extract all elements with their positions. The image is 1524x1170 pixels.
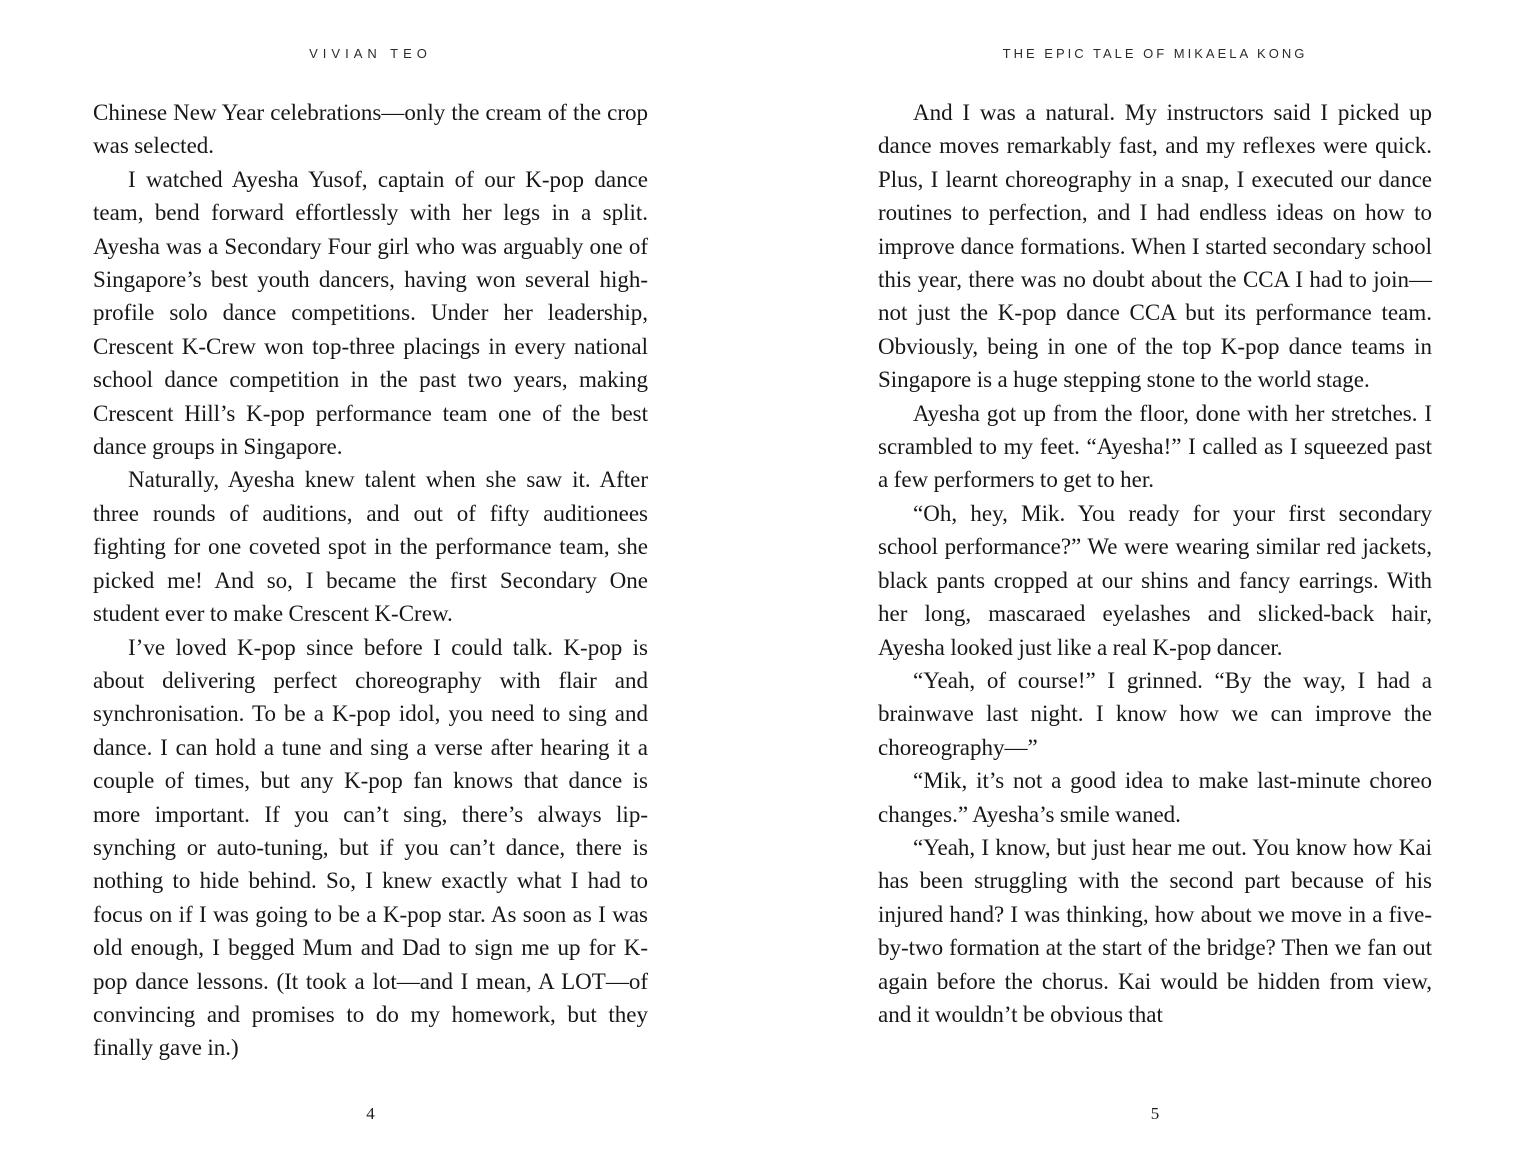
paragraph: “Yeah, I know, but just hear me out. You know how Kai has been struggling with the second part because of his injured hand? I was thinking, how about we move in a five-by-two formation at the start of the bridge? Then we fan out again before the chorus. Kai would be hidden from view, and it wouldn’t be obvious that (878, 834, 1432, 1027)
page-number-right: 5 (1150, 1104, 1160, 1123)
paragraph: I watched Ayesha Yusof, captain of our K-pop dance team, bend forward effortlessly with her legs in a split. Ayesha was a Secondary Four girl who was arguably one of Singapore’s best youth dancers, having won several high-profile solo dance competitions. Under her leadership, Crescent K-Crew won top-three placings in every national school dance competition in the past two years, making Crescent Hill’s K-pop performance team one of the best dance groups in Singapore. (93, 166, 648, 460)
paragraph: “Oh, hey, Mik. You ready for your first secondary school performance?” We were wearing similar red jackets, black pants cropped at our shins and fancy earrings. With her long, mascaraed eyelashes and slicked-back hair, Ayesha looked just like a real K-pop dancer. (878, 500, 1432, 660)
running-header-author: VIVIAN TEO (309, 46, 432, 61)
paragraph: Chinese New Year celebrations—only the cream of the crop was selected. (93, 100, 648, 159)
page-right-body (878, 96, 1432, 1031)
paragraph: Naturally, Ayesha knew talent when she saw it. After three rounds of auditions, and out of fifty auditionees fighting for one coveted spot in the performance team, she picked me! And so, I became the first Secondary One student ever to make Crescent K-Crew. (93, 467, 648, 627)
page-number-left: 4 (366, 1104, 375, 1123)
paragraph: I’ve loved K-pop since before I could talk. K-pop is about delivering perfect choreography with flair and synchronisation. To be a K-pop idol, you need to sing and dance. I can hold a tune and sing a verse after hearing it a couple of times, but any K-pop fan knows that dance is more important. If you can’t sing, there’s always lip-synching or auto-tuning, but if you can’t dance, there is nothing to hide behind. So, I knew exactly what I had to focus on if I was going to be a K-pop star. As soon as I was old enough, I begged Mum and Dad to sign me up for K-pop dance lessons. (It took a lot—and I mean, A LOT—of convincing and promises to do my homework, but they finally gave in.) (93, 634, 648, 1061)
page-right (878, 0, 1432, 1170)
paragraph: “Mik, it’s not a good idea to make last-minute choreo changes.” Ayesha’s smile waned. (878, 768, 1432, 827)
page-left-body (93, 96, 648, 1065)
paragraph: And I was a natural. My instructors said I picked up dance moves remarkably fast, and my reflexes were quick. Plus, I learnt choreography in a snap, I executed our dance routines to perfection, and I had endless ideas on how to improve dance formations. When I started secondary school this year, there was no doubt about the CCA I had to join—not just the K-pop dance CCA but its performance team. Obviously, being in one of the top K-pop dance teams in Singapore is a huge stepping stone to the world stage. (878, 100, 1432, 393)
paragraph: “Yeah, of course!” I grinned. “By the way, I had a brainwave last night. I know how we can improve the choreography—” (878, 667, 1432, 760)
running-header-title: THE EPIC TALE OF MIKAELA KONG (1002, 46, 1308, 61)
paragraph: Ayesha got up from the floor, done with her stretches. I scrambled to my feet. “Ayesha!” I called as I squeezed past a few performers to get to her. (878, 400, 1432, 493)
page-left (93, 0, 648, 1170)
